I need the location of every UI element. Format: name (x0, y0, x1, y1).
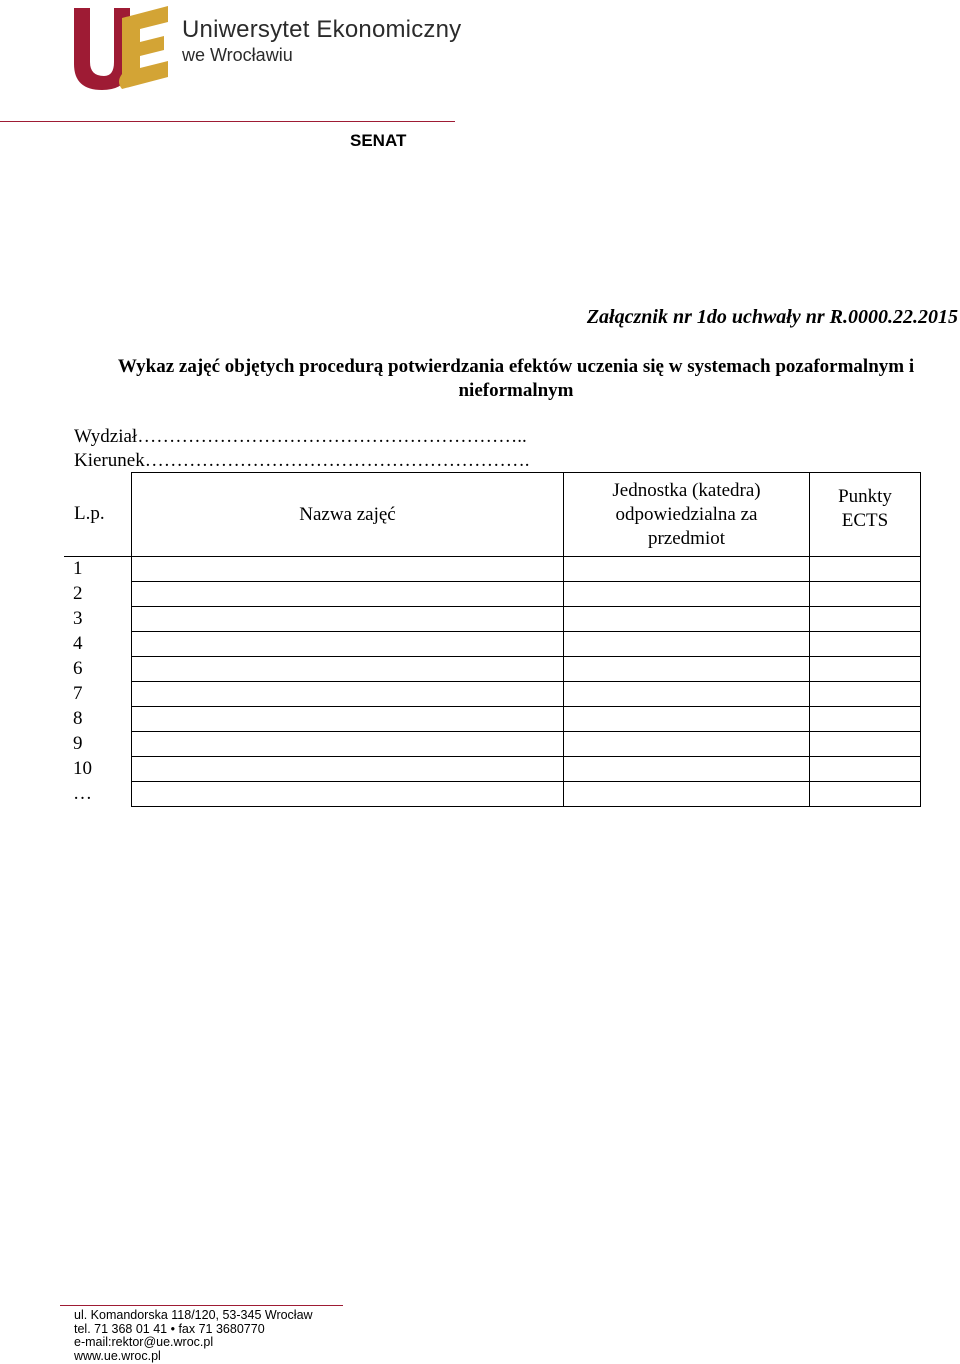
row-number: 7 (64, 682, 132, 707)
table-row (64, 607, 921, 632)
university-city: we Wrocławiu (182, 45, 293, 65)
row-number: 1 (64, 557, 132, 582)
university-name: Uniwersytet Ekonomiczny (182, 16, 462, 43)
unit-cell (564, 757, 810, 782)
course-name-cell (132, 782, 564, 807)
university-logo (70, 4, 470, 94)
body-label: SENAT (350, 131, 407, 150)
document-title: Wykaz zajęć objętych procedurą potwierdzania efektów uczenia się w systemach pozaformalnym i nieformalnym (117, 356, 915, 401)
header-course-name: Nazwa zajęć (132, 473, 564, 557)
footer-email: e-mail:rektor@ue.wroc.pl (74, 1335, 214, 1350)
course-name-cell (132, 582, 564, 607)
unit-cell (564, 782, 810, 807)
header-ects-text: Punkty ECTS (838, 486, 892, 531)
header-lp: L.p. (64, 473, 132, 557)
ects-cell (810, 632, 921, 657)
header-unit (564, 473, 810, 557)
table-row (64, 632, 921, 657)
unit-cell (564, 582, 810, 607)
row-number: 6 (64, 657, 132, 682)
ects-cell (810, 607, 921, 632)
row-number: 3 (64, 607, 132, 632)
faculty-field: Wydział…………………………………………………….. (74, 426, 527, 447)
major-field: Kierunek……………………………………………………. (74, 450, 530, 471)
table-row (64, 682, 921, 707)
table-row (64, 757, 921, 782)
row-number: 2 (64, 582, 132, 607)
course-name-cell (132, 557, 564, 582)
course-name-cell (132, 682, 564, 707)
ects-cell (810, 582, 921, 607)
table-row (64, 557, 921, 582)
header-unit-text: Jednostka (katedra) odpowiedzialna za przedmiot (612, 479, 761, 549)
table-row (64, 707, 921, 732)
row-number: 8 (64, 707, 132, 732)
row-number: 4 (64, 632, 132, 657)
unit-cell (564, 707, 810, 732)
ects-cell (810, 707, 921, 732)
header-divider (0, 121, 455, 122)
course-name-cell (132, 632, 564, 657)
ects-cell (810, 732, 921, 757)
table-row (64, 782, 921, 807)
ects-cell (810, 757, 921, 782)
courses-table (64, 472, 921, 807)
course-name-cell (132, 707, 564, 732)
course-name-cell (132, 757, 564, 782)
unit-cell (564, 557, 810, 582)
row-number: 10 (64, 757, 132, 782)
row-number: … (64, 782, 132, 807)
table-header-row (64, 473, 921, 557)
ects-cell (810, 657, 921, 682)
ue-logo-mark (70, 4, 180, 94)
unit-cell (564, 657, 810, 682)
course-name-cell (132, 657, 564, 682)
unit-cell (564, 682, 810, 707)
course-name-cell (132, 732, 564, 757)
unit-cell (564, 632, 810, 657)
footer-divider (60, 1305, 343, 1306)
table-row (64, 732, 921, 757)
header-ects (810, 473, 921, 557)
row-number: 9 (64, 732, 132, 757)
footer-website: www.ue.wroc.pl (74, 1348, 161, 1363)
unit-cell (564, 732, 810, 757)
table-row (64, 582, 921, 607)
table-row (64, 657, 921, 682)
ects-cell (810, 682, 921, 707)
course-name-cell (132, 607, 564, 632)
unit-cell (564, 607, 810, 632)
ects-cell (810, 782, 921, 807)
ects-cell (810, 557, 921, 582)
footer-address: ul. Komandorska 118/120, 53-345 Wrocław (74, 1308, 313, 1322)
footer-phone: tel. 71 368 01 41 • fax 71 3680770 (74, 1321, 265, 1336)
attachment-reference: Załącznik nr 1do uchwały nr R.0000.22.2015 (586, 306, 958, 328)
footer-contact (74, 1309, 313, 1363)
